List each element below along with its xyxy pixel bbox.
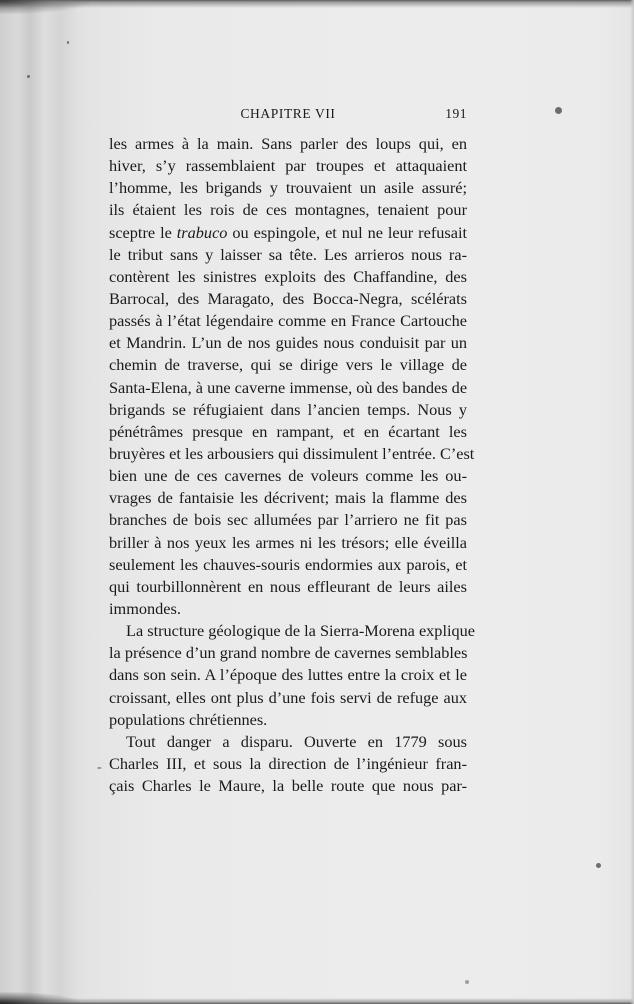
- italic-word: trabuco: [176, 222, 228, 242]
- text-line: populations chrétiennes.: [109, 709, 268, 729]
- text-line: passés à l’état légendaire comme en France Cartouche: [109, 311, 467, 331]
- text-line: bien une de ces cavernes de voleurs comme les ou-: [109, 466, 467, 486]
- text-line: Barrocal, des Maragato, des Bocca-Negra, scélérats: [109, 288, 467, 308]
- text-line: bruyères et les arbousiers qui dissimulent l’entrée. C’est: [109, 443, 475, 463]
- margin-mark: -: [97, 760, 102, 775]
- text-line: La structure géologique de la Sierra-Morena explique: [126, 621, 476, 641]
- right-edge-shade: [630, 0, 634, 1004]
- text-line: l’homme, les brigands y trouvaient un asile assuré;: [109, 178, 467, 198]
- text-line: brigands se réfugiaient dans l’ancien temps. Nous y: [109, 399, 467, 419]
- text-fragment: ou espingole, et nul ne leur refusait: [227, 222, 467, 242]
- text-fragment: sceptre le: [109, 222, 177, 242]
- text-line: Charles III, et sous la direction de l’ingénieur fran-: [109, 753, 467, 773]
- page-number: 191: [445, 106, 467, 121]
- top-edge-shadow: [0, 0, 634, 8]
- text-line: immondes.: [109, 598, 181, 618]
- text-line: le tribut sans y laisser sa tête. Les arrieros nous ra-: [109, 244, 467, 264]
- text-line: Santa-Elena, à une caverne immense, où des bandes de: [109, 377, 468, 397]
- bottom-edge-shadow: [0, 998, 634, 1004]
- paper-speck: [27, 75, 30, 78]
- body-text: [109, 133, 476, 797]
- text-line: briller à nos yeux les armes ni les trésors; elle éveilla: [109, 532, 467, 552]
- paragraph-2: [109, 620, 476, 731]
- paragraph-3: [109, 731, 467, 797]
- text-line: ils étaient les rois de ces montagnes, tenaient pour: [109, 200, 467, 220]
- text-line: croissant, elles ont plus d’une fois servi de refuge aux: [109, 687, 467, 707]
- text-line: seulement les chauves-souris endormies aux parois, et: [109, 554, 467, 574]
- text-line: Tout danger a disparu. Ouverte en 1779 sous: [126, 731, 467, 751]
- paper-speck: [67, 41, 69, 44]
- text-line: contèrent les sinistres exploits des Chaffandine, des: [109, 266, 467, 286]
- paragraph-1: [109, 133, 475, 620]
- text-line: chemin de traverse, qui se dirige vers le village de: [109, 355, 467, 375]
- text-line: branches de bois sec allumées par l’arriero ne fit pas: [109, 510, 467, 530]
- text-line: vrages de fantaisie les décrivent; mais la flamme des: [109, 488, 467, 508]
- bottom-left-corner-shadow: [0, 992, 80, 1004]
- text-line: hiver, s’y rassemblaient par troupes et attaquaient: [109, 156, 467, 176]
- paper-speck: [465, 980, 469, 984]
- top-left-corner-shadow: [0, 0, 90, 14]
- text-line: dans son sein. A l’époque des luttes entre la croix et le: [109, 665, 467, 685]
- text-line: qui tourbillonnèrent en nous effleurant de leurs ailes: [109, 576, 467, 596]
- text-line: çais Charles le Maure, la belle route que nous par-: [109, 776, 467, 796]
- text-line: pénétrâmes presque en rampant, et en écartant les: [109, 421, 467, 441]
- paper-speck: [596, 863, 601, 868]
- text-line: et Mandrin. L’un de nos guides nous conduisit par un: [109, 333, 467, 353]
- paper-speck: [555, 107, 562, 114]
- text-line: la présence d’un grand nombre de cavernes semblables: [109, 643, 468, 663]
- text-line: [109, 222, 467, 244]
- text-line: les armes à la main. Sans parler des loups qui, en: [109, 134, 467, 153]
- running-title: CHAPITRE VII: [240, 106, 336, 121]
- page-header: [109, 106, 467, 126]
